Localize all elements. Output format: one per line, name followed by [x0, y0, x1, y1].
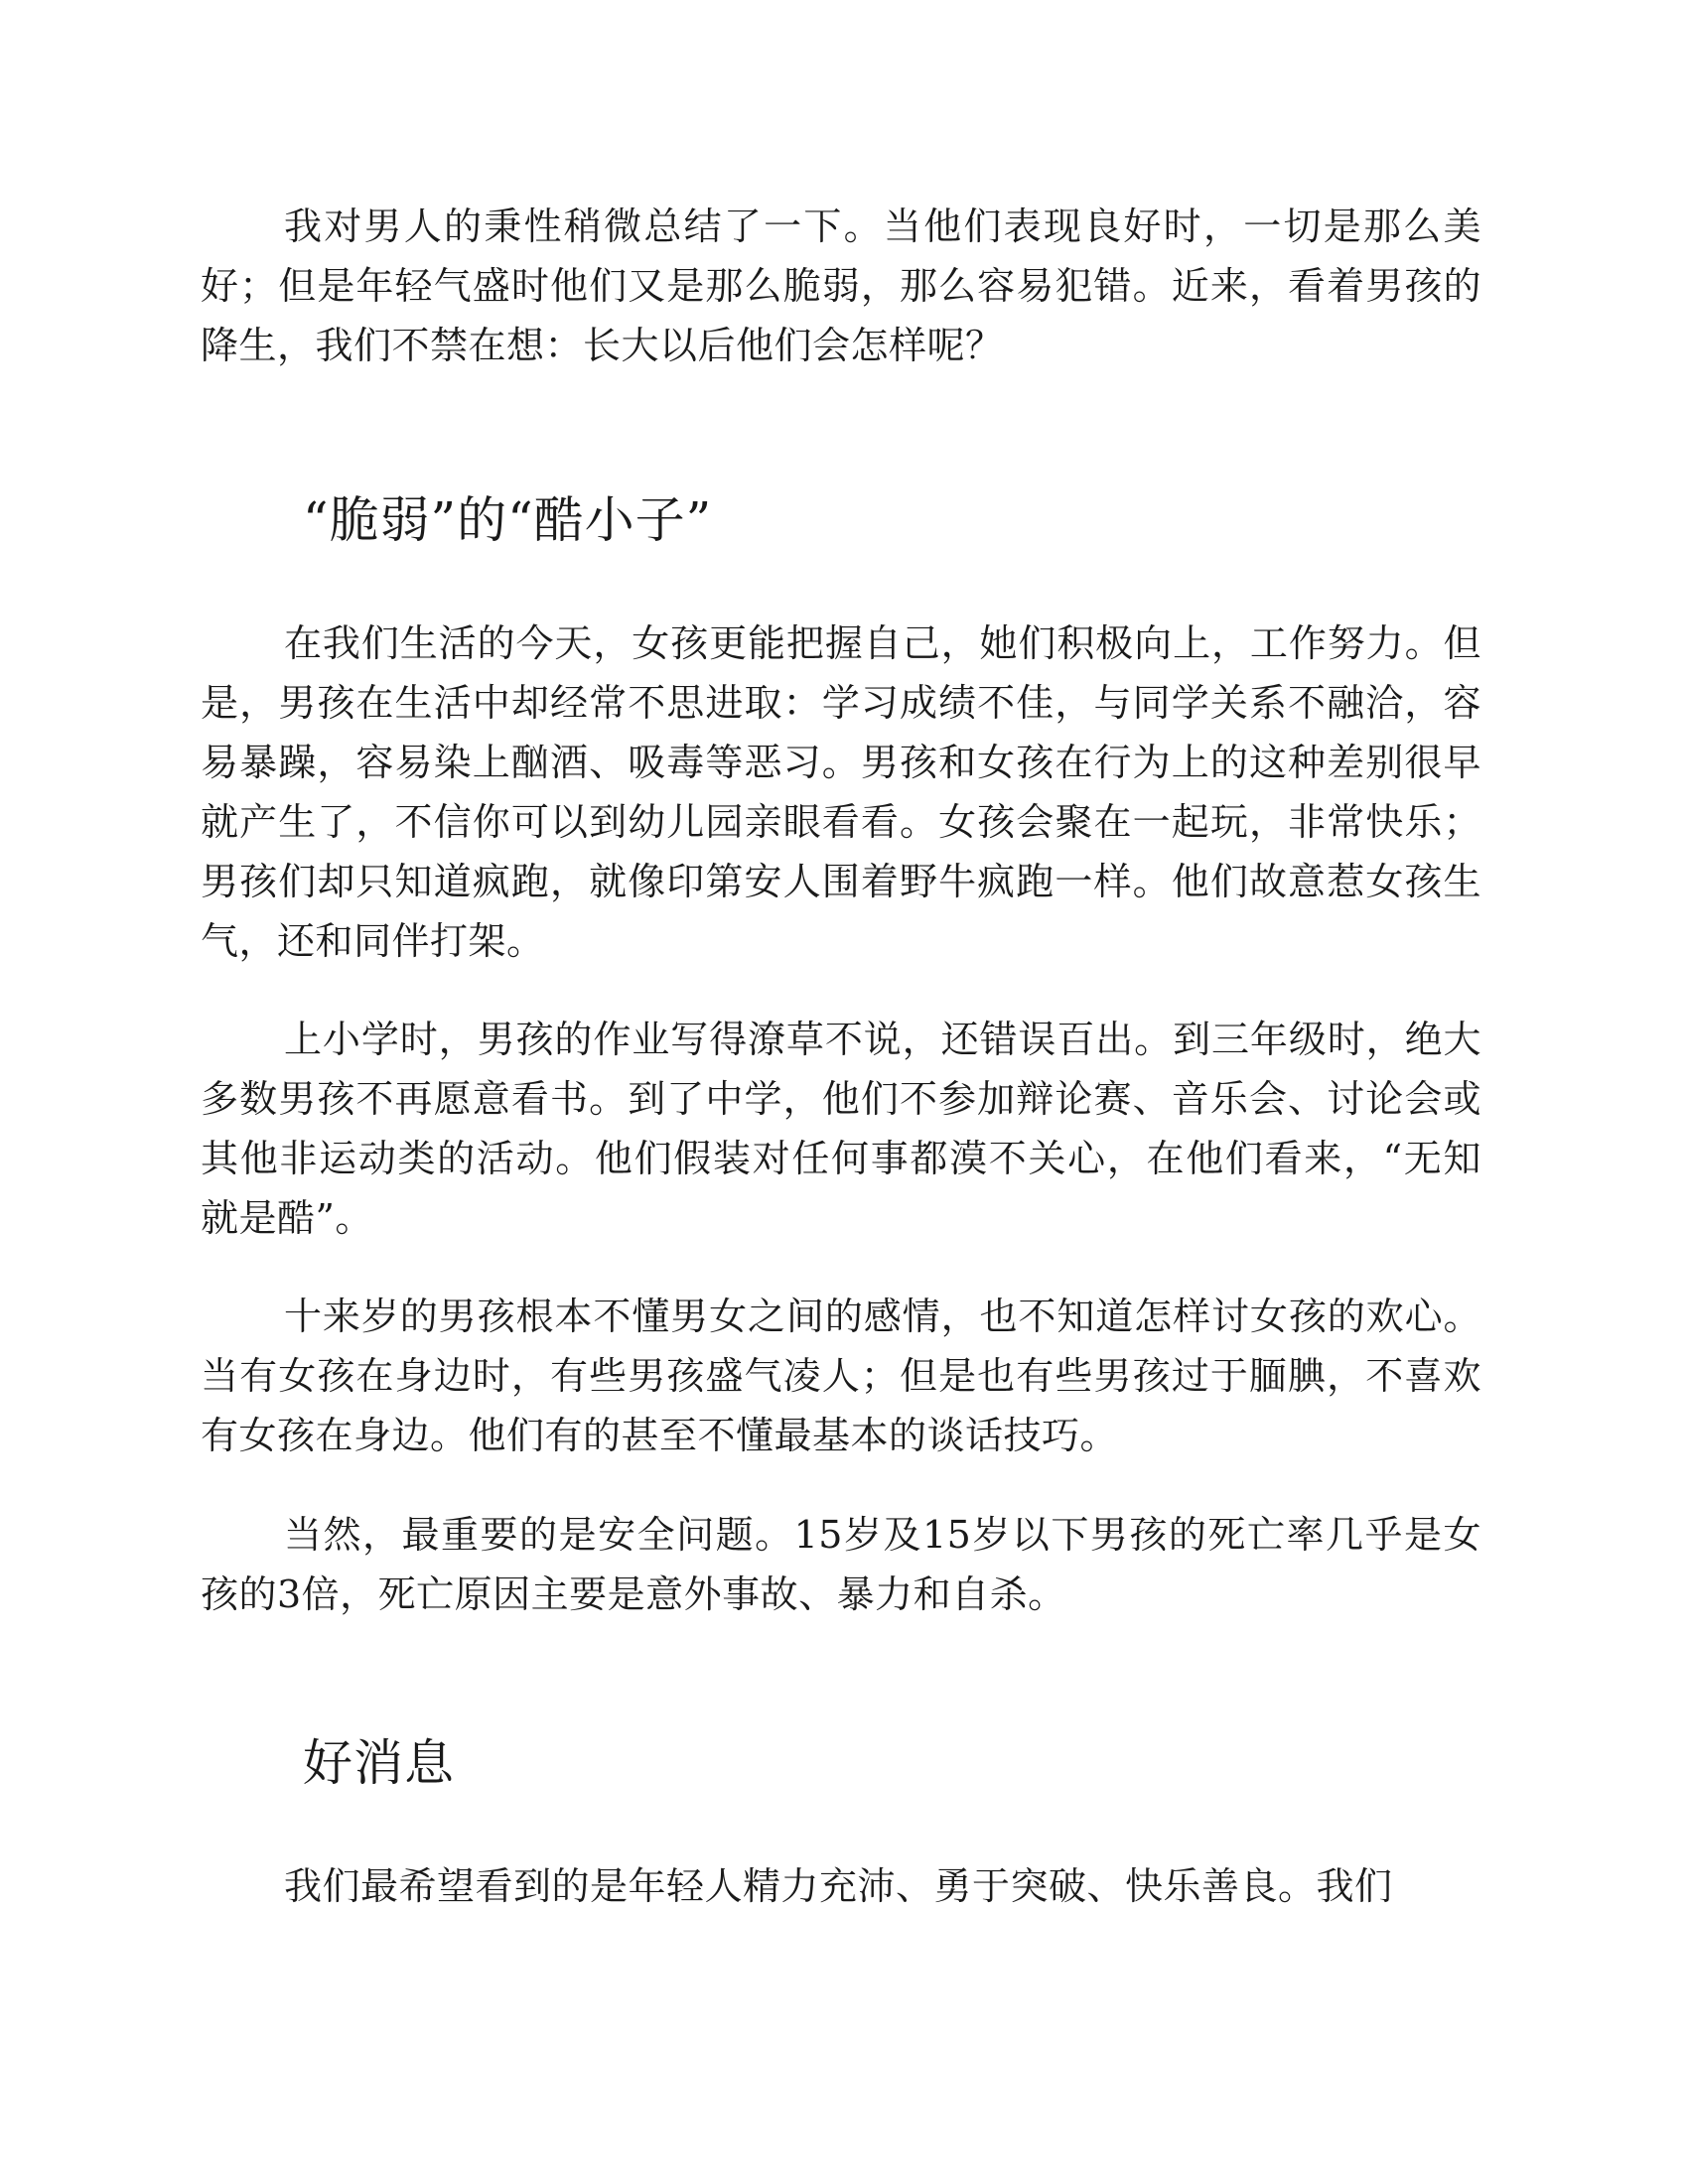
- paragraph-good-news: 我们最希望看到的是年轻人精力充沛、勇于突破、快乐善良。我们: [284, 1864, 1393, 1908]
- section-heading-good-news: 好消息: [303, 1734, 455, 1792]
- section-heading-fragile-cool-boys: “脆弱”的“酷小子”: [303, 491, 713, 549]
- paragraph-teenage-boys: 十来岁的男孩根本不懂男女之间的感情，也不知道怎样讨女孩的欢心。当有女孩在身边时，有些男孩盛气凌人；但是也有些男孩过于腼腆，不喜欢有女孩在身边。他们有的甚至不懂最基本的谈话技巧。: [201, 1295, 1481, 1457]
- paragraph-safety: 当然，最重要的是安全问题。15岁及15岁以下男孩的死亡率几乎是女孩的3倍，死亡原因主要是意外事故、暴力和自杀。: [201, 1513, 1481, 1616]
- paragraph-school: 上小学时，男孩的作业写得潦草不说，还错误百出。到三年级时，绝大多数男孩不再愿意看书。到了中学，他们不参加辩论赛、音乐会、讨论会或其他非运动类的活动。他们假装对任何事都漠不关心，在他们看来，“无知就是酷”。: [201, 1018, 1481, 1240]
- paragraph-girls-vs-boys: 在我们生活的今天，女孩更能把握自己，她们积极向上，工作努力。但是，男孩在生活中却经常不思进取：学习成绩不佳，与同学关系不融洽，容易暴躁，容易染上酗酒、吸毒等恶习。男孩和女孩在行为上的这种差别很早就产生了，不信你可以到幼儿园亲眼看看。女孩会聚在一起玩，非常快乐；男孩们却只知道疯跑，就像印第安人围着野牛疯跑一样。他们故意惹女孩生气，还和同伴打架。: [201, 621, 1481, 963]
- paragraph-intro: 我对男人的秉性稍微总结了一下。当他们表现良好时，一切是那么美好；但是年轻气盛时他们又是那么脆弱，那么容易犯错。近来，看着男孩的降生，我们不禁在想：长大以后他们会怎样呢？: [201, 205, 1481, 367]
